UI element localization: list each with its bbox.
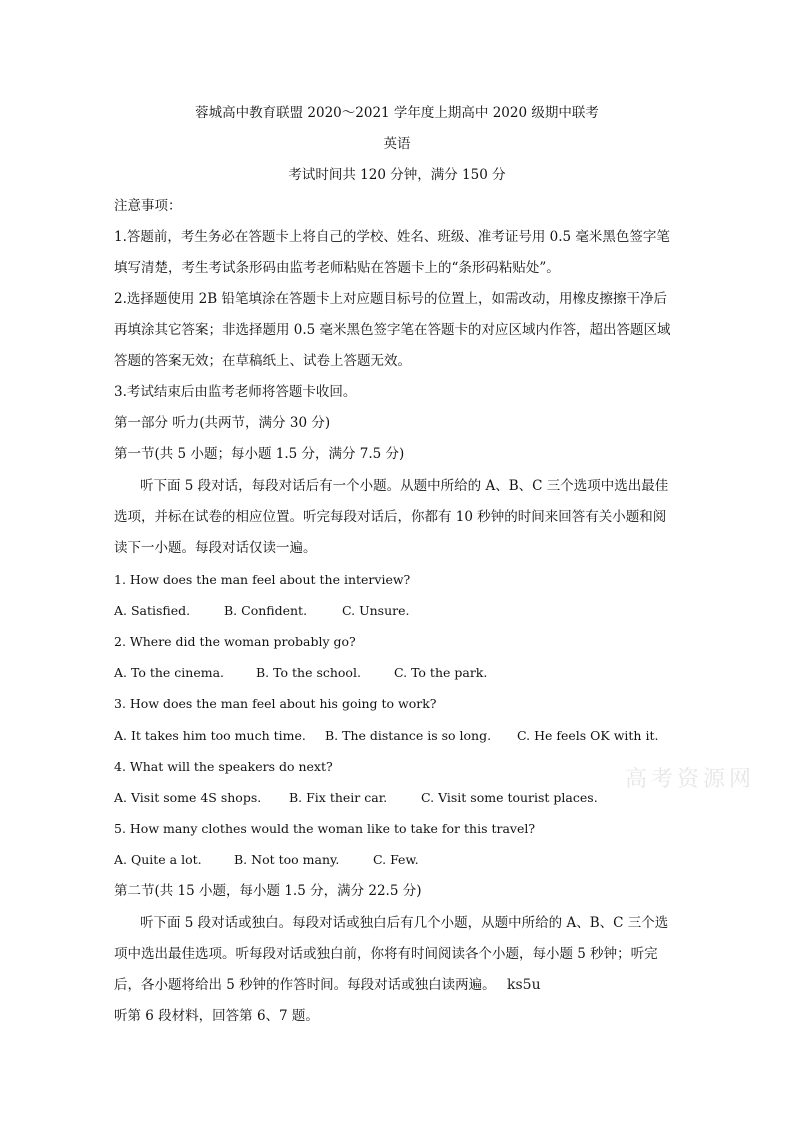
note-2-line-3: 答题的答案无效；在草稿纸上、试卷上答题无效。 (114, 353, 411, 369)
question-4: 4. What will the speakers do next? (114, 759, 333, 774)
watermark: 高考资源网 (625, 767, 756, 792)
section2-title: 第二节(共 15 小题，每小题 1.5 分，满分 22.5 分) (114, 883, 422, 899)
section1-instruction-line-3: 读下一小题。每段对话仅读一遍。 (114, 540, 317, 556)
option-b: B. Confident. (224, 603, 308, 618)
option-c: C. Visit some tourist places. (421, 790, 598, 805)
subject-title: 英语 (383, 136, 411, 152)
section1-title: 第一节(共 5 小题；每小题 1.5 分，满分 7.5 分) (114, 446, 405, 462)
question-3: 3. How does the man feel about his going to work? (114, 696, 437, 711)
option-a: A. Visit some 4S shops. (114, 790, 262, 805)
note-3: 3.考试结束后由监考老师将答题卡收回。 (114, 384, 357, 400)
note-1-line-1: 1.答题前，考生务必在答题卡上将自己的学校、姓名、班级、准考证号用 0.5 毫米黑色签字笔 (114, 229, 670, 245)
section1-instruction-line-2: 选项，并标在试卷的相应位置。听完每段对话后，你都有 10 秒钟的时间来回答有关小题和阅 (114, 509, 667, 525)
option-c: C. Unsure. (342, 603, 410, 618)
option-b: B. Not too many. (234, 852, 340, 867)
question-1: 1. How does the man feel about the interview? (114, 572, 411, 587)
option-b: B. The distance is so long. (325, 728, 492, 743)
notes-heading: 注意事项： (114, 198, 182, 214)
note-1-line-2: 填写清楚，考生考试条形码由监考老师粘贴在答题卡上的“条形码粘贴处”。 (114, 260, 560, 276)
section2-instruction-line-1: 听下面 5 段对话或独白。每段对话或独白后有几个小题，从题中所给的 A、B、C 三个选 (140, 915, 669, 931)
option-c: C. He feels OK with it. (517, 728, 659, 743)
material-6-instruction: 听第 6 段材料，回答第 6、7 题。 (114, 1008, 319, 1024)
section2-instruction-line-3: 后，各小题将给出 5 秒钟的作答时间。每段对话或独白读两遍。 (114, 977, 496, 993)
option-a: A. It takes him too much time. (114, 728, 306, 743)
option-c: C. To the park. (394, 665, 488, 680)
section1-instruction-line-1: 听下面 5 段对话，每段对话后有一个小题。从题中所给的 A、B、C 三个选项中选出最佳 (140, 478, 669, 494)
option-a: A. Quite a lot. (114, 852, 202, 867)
option-a: A. To the cinema. (114, 665, 225, 680)
ks5u-mark: ks5u (507, 977, 541, 993)
section2-instruction-line-2: 项中选出最佳选项。听每段对话或独白前，你将有时间阅读各个小题，每小题 5 秒钟；听完 (114, 946, 658, 962)
option-b: B. To the school. (256, 665, 361, 680)
question-5: 5. How many clothes would the woman like to take for this travel? (114, 821, 536, 836)
question-2: 2. Where did the woman probably go? (114, 634, 356, 649)
option-a: A. Satisfied. (114, 603, 191, 618)
note-2-line-1: 2.选择题使用 2B 铅笔填涂在答题卡上对应题目标号的位置上，如需改动，用橡皮擦擦干净后 (114, 291, 667, 307)
option-b: B. Fix their car. (289, 790, 388, 805)
exam-time-info: 考试时间共 120 分钟，满分 150 分 (288, 167, 506, 183)
exam-title: 蓉城高中教育联盟 2020～2021 学年度上期高中 2020 级期中联考 (195, 105, 599, 121)
note-2-line-2: 再填涂其它答案；非选择题用 0.5 毫米黑色签字笔在答题卡的对应区域内作答，超出答题区域 (114, 322, 671, 338)
option-c: C. Few. (373, 852, 419, 867)
part1-title: 第一部分 听力(共两节，满分 30 分) (114, 415, 331, 431)
